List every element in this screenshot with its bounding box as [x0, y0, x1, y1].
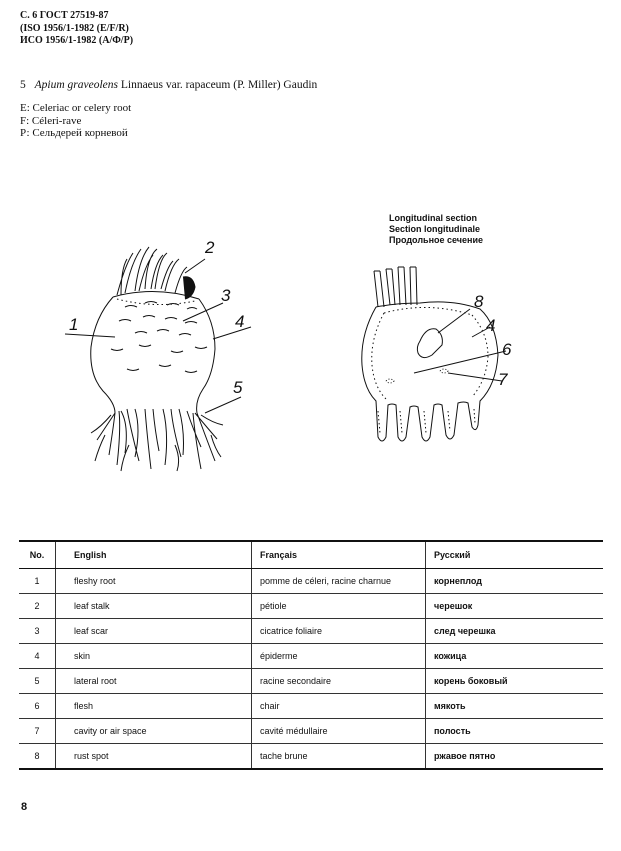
species-latin-authority: Linnaeus var. rapaceum (P. Miller) Gaudin — [120, 79, 318, 91]
cell-english: leaf stalk — [56, 594, 252, 619]
cell-russian: след черешка — [426, 619, 604, 644]
cell-english: fleshy root — [56, 569, 252, 594]
callout-1: 1 — [69, 315, 79, 334]
cell-french: tache brune — [252, 744, 426, 770]
cell-english: leaf scar — [56, 619, 252, 644]
callout-5: 5 — [233, 378, 243, 397]
table-row — [19, 719, 603, 744]
table-row — [19, 669, 603, 694]
terms-table — [19, 540, 603, 770]
cell-russian: кожица — [426, 644, 604, 669]
cell-russian: полость — [426, 719, 604, 744]
header-line-3: ИСО 1956/1-1982 (А/Ф/Р) — [20, 35, 134, 46]
cell-french: cicatrice foliaire — [252, 619, 426, 644]
table-row — [19, 619, 603, 644]
species-title — [20, 79, 317, 91]
section-label-ru: Продольное сечение — [389, 235, 484, 245]
header-russian: Русский — [426, 541, 604, 569]
cell-russian: черешок — [426, 594, 604, 619]
common-names — [20, 102, 131, 140]
cell-russian: корнеплод — [426, 569, 604, 594]
header-line-1: С. 6 ГОСТ 27519-87 — [20, 10, 109, 21]
cell-no: 6 — [19, 694, 56, 719]
table-row — [19, 569, 603, 594]
page-number: 8 — [21, 801, 28, 813]
cell-no: 7 — [19, 719, 56, 744]
callout-6: 6 — [502, 340, 512, 359]
cell-russian: корень боковый — [426, 669, 604, 694]
table-row — [19, 694, 603, 719]
table-row — [19, 594, 603, 619]
section-label-fr: Section longitudinale — [389, 224, 481, 234]
callout-7: 8 — [474, 292, 484, 311]
species-number: 5 — [20, 79, 26, 91]
header-line-2: (ISO 1956/1-1982 (E/F/R) — [20, 22, 129, 34]
cell-english: rust spot — [56, 744, 252, 770]
cell-french: pomme de céleri, racine charnue — [252, 569, 426, 594]
callout-2: 2 — [205, 238, 215, 257]
name-russian: Р: Сельдерей корневой — [20, 127, 128, 139]
celeriac-whole-illustration — [55, 225, 265, 475]
cell-french: épiderme — [252, 644, 426, 669]
cell-french: pétiole — [252, 594, 426, 619]
table-row — [19, 644, 603, 669]
cell-no: 5 — [19, 669, 56, 694]
cell-no: 2 — [19, 594, 56, 619]
callout-4b: 4 — [486, 316, 496, 335]
celeriac-section-illustration — [340, 205, 540, 455]
cell-no: 8 — [19, 744, 56, 770]
callout-4: 4 — [235, 312, 245, 331]
cell-english: skin — [56, 644, 252, 669]
header-no: No. — [19, 541, 56, 569]
table-header-row — [19, 541, 603, 569]
cell-english: lateral root — [56, 669, 252, 694]
section-label-en: Longitudinal section — [389, 213, 477, 223]
name-english: E: Celeriac or celery root — [20, 102, 132, 114]
document-header — [20, 10, 133, 48]
name-french: F: Céleri-rave — [20, 114, 82, 127]
callout-8: 7 — [498, 370, 508, 389]
cell-russian: мякоть — [426, 694, 604, 719]
cell-no: 1 — [19, 569, 56, 594]
cell-russian: ржавое пятно — [426, 744, 604, 770]
table-row — [19, 744, 603, 770]
cell-no: 4 — [19, 644, 56, 669]
cell-no: 3 — [19, 619, 56, 644]
cell-french: cavité médullaire — [252, 719, 426, 744]
cell-french: chair — [252, 694, 426, 719]
callout-3: 3 — [221, 286, 231, 305]
species-latin-genus: Apium graveolens — [34, 79, 118, 91]
cell-english: cavity or air space — [56, 719, 252, 744]
header-french: Français — [252, 541, 426, 569]
cell-english: flesh — [56, 694, 252, 719]
header-english: English — [56, 541, 252, 569]
cell-french: racine secondaire — [252, 669, 426, 694]
